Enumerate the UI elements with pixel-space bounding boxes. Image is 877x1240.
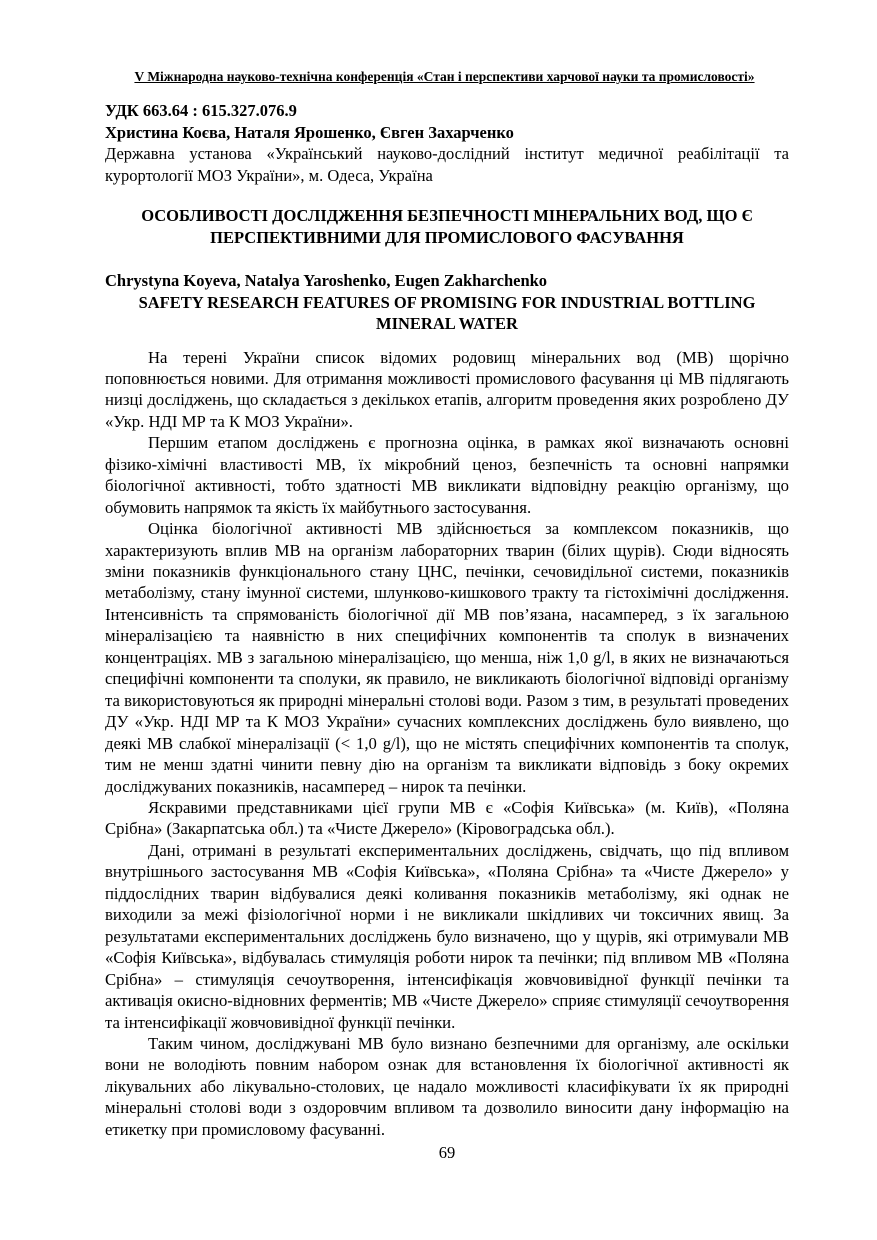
page-number: 69 bbox=[438, 1143, 456, 1162]
english-heading-block bbox=[105, 270, 789, 335]
udc-code: УДК 663.64 : 615.327.076.9 bbox=[105, 101, 297, 120]
body-paragraph: Таким чином, досліджувані МВ було визнано безпечними для організму, але оскільки вони не володіють повним набором ознак для встановлення їх біологічної активності як лікувальних або лікувально-столових, це надало можливості класифікувати їх як природні мінеральні столові води з оздоровчим впливом та дозволило виносити дану інформацію на етикетку при промисловому фасуванні. bbox=[105, 1034, 789, 1139]
article-meta bbox=[105, 100, 789, 186]
affiliation: Державна установа «Український науково-дослідний інститут медичної реабілітації та курортології МОЗ України», м. Одеса, Україна bbox=[105, 144, 789, 185]
authors-english: Chrystyna Koyeva, Natalya Yaroshenko, Eugen Zakharchenko bbox=[105, 271, 548, 290]
body-paragraph: Яскравими представниками цієї групи МВ є «Софія Київська» (м. Київ), «Поляна Срібна» (Закарпатська обл.) та «Чисте Джерело» (Кіровоградська обл.). bbox=[105, 798, 789, 839]
body-paragraph: Дані, отримані в результаті експериментальних досліджень, свідчать, що під впливом внутрішнього застосування МВ «Софія Київська», «Поляна Срібна» та «Чисте Джерело» у піддослідних тварин відбувалися деякі коливання показників метаболізму, які однак не виходили за межі фізіологічної норми і не викликали шкідливих чи токсичних явищ. За результатами експериментальних досліджень було визначено, що у щурів, які отримували МВ «Софія Київська», відбувалась стимуляція роботи нирок та печінки; під впливом МВ «Поляна Срібна» – стимуляція сечоутворення, інтенсифікація жовчовивідної функції печінки та активація окисно-відновних ферментів; МВ «Чисте Джерело» сприяє стимуляції сечоутворення та інтенсифікації жовчовивідної функції печінки. bbox=[105, 840, 789, 1032]
body-paragraph: На терені України список відомих родовищ мінеральних вод (МВ) щорічно поповнюється новими. Для отримання можливості промислового фасування ці МВ підлягають низці досліджень, що складається з декількох етапів, алгоритм проведення яких розроблено ДУ «Укр. НДІ МР та К МОЗ України». bbox=[105, 347, 789, 431]
article-title-english: SAFETY RESEARCH FEATURES OF PROMISING FOR INDUSTRIAL BOTTLING MINERAL WATER bbox=[138, 292, 756, 333]
conference-running-header: V Міжнародна науково-технічна конференція «Стан і перспективи харчової науки та промисловості» bbox=[134, 69, 755, 84]
article-title-ukrainian: ОСОБЛИВОСТІ ДОСЛІДЖЕННЯ БЕЗПЕЧНОСТІ МІНЕРАЛЬНИХ ВОД, ЩО Є ПЕРСПЕКТИВНИМИ ДЛЯ ПРОМИСЛОВОГО ФАСУВАННЯ bbox=[141, 206, 753, 247]
authors-ukrainian: Христина Коєва, Наталя Ярошенко, Євген Захарченко bbox=[105, 122, 514, 142]
body-paragraph: Першим етапом досліджень є прогнозна оцінка, в рамках якої визначають основні фізико-хімічні властивості МВ, їх мікробний ценоз, безпечність та основні напрямки біологічної активності, тобто здатності МВ викликати відповідну реакцію організму, що обумовить напрямок та якість їх майбутнього застосування. bbox=[105, 433, 789, 517]
article-body bbox=[105, 347, 789, 1141]
body-paragraph: Оцінка біологічної активності МВ здійснюється за комплексом показників, що характеризують вплив МВ на організм лабораторних тварин (білих щурів). Сюди відносять зміни показників функціонального стану ЦНС, печінки, сечовидільної системи, показників метаболізму, стану імунної системи, шлунково-кишкового тракту та гістохімічні дослідження. Інтенсивність та спрямованість біологічної дії МВ пов’язана, насамперед, з їх загальною мінералізацією та наявністю в них специфічних компонентів та сполук в визначених концентраціях. МВ з загальною мінералізацією, що менша, ніж 1,0 g/l, в яких не визначаються специфічні компоненти та сполуки, як правило, не викликають біологічної відповіді організму та використовуються як природні мінеральні столові води. Разом з тим, в результаті проведених ДУ «Укр. НДІ МР та К МОЗ України» сучасних комплексних досліджень було виявлено, що деякі МВ слабкої мінералізації (< 1,0 g/l), що не містять специфічних компонентів та сполук, тим не менш здатні чинити певну дію на організм та викликати відповідь з боку окремих досліджуваних показників, насамперед – нирок та печінки. bbox=[105, 519, 789, 796]
